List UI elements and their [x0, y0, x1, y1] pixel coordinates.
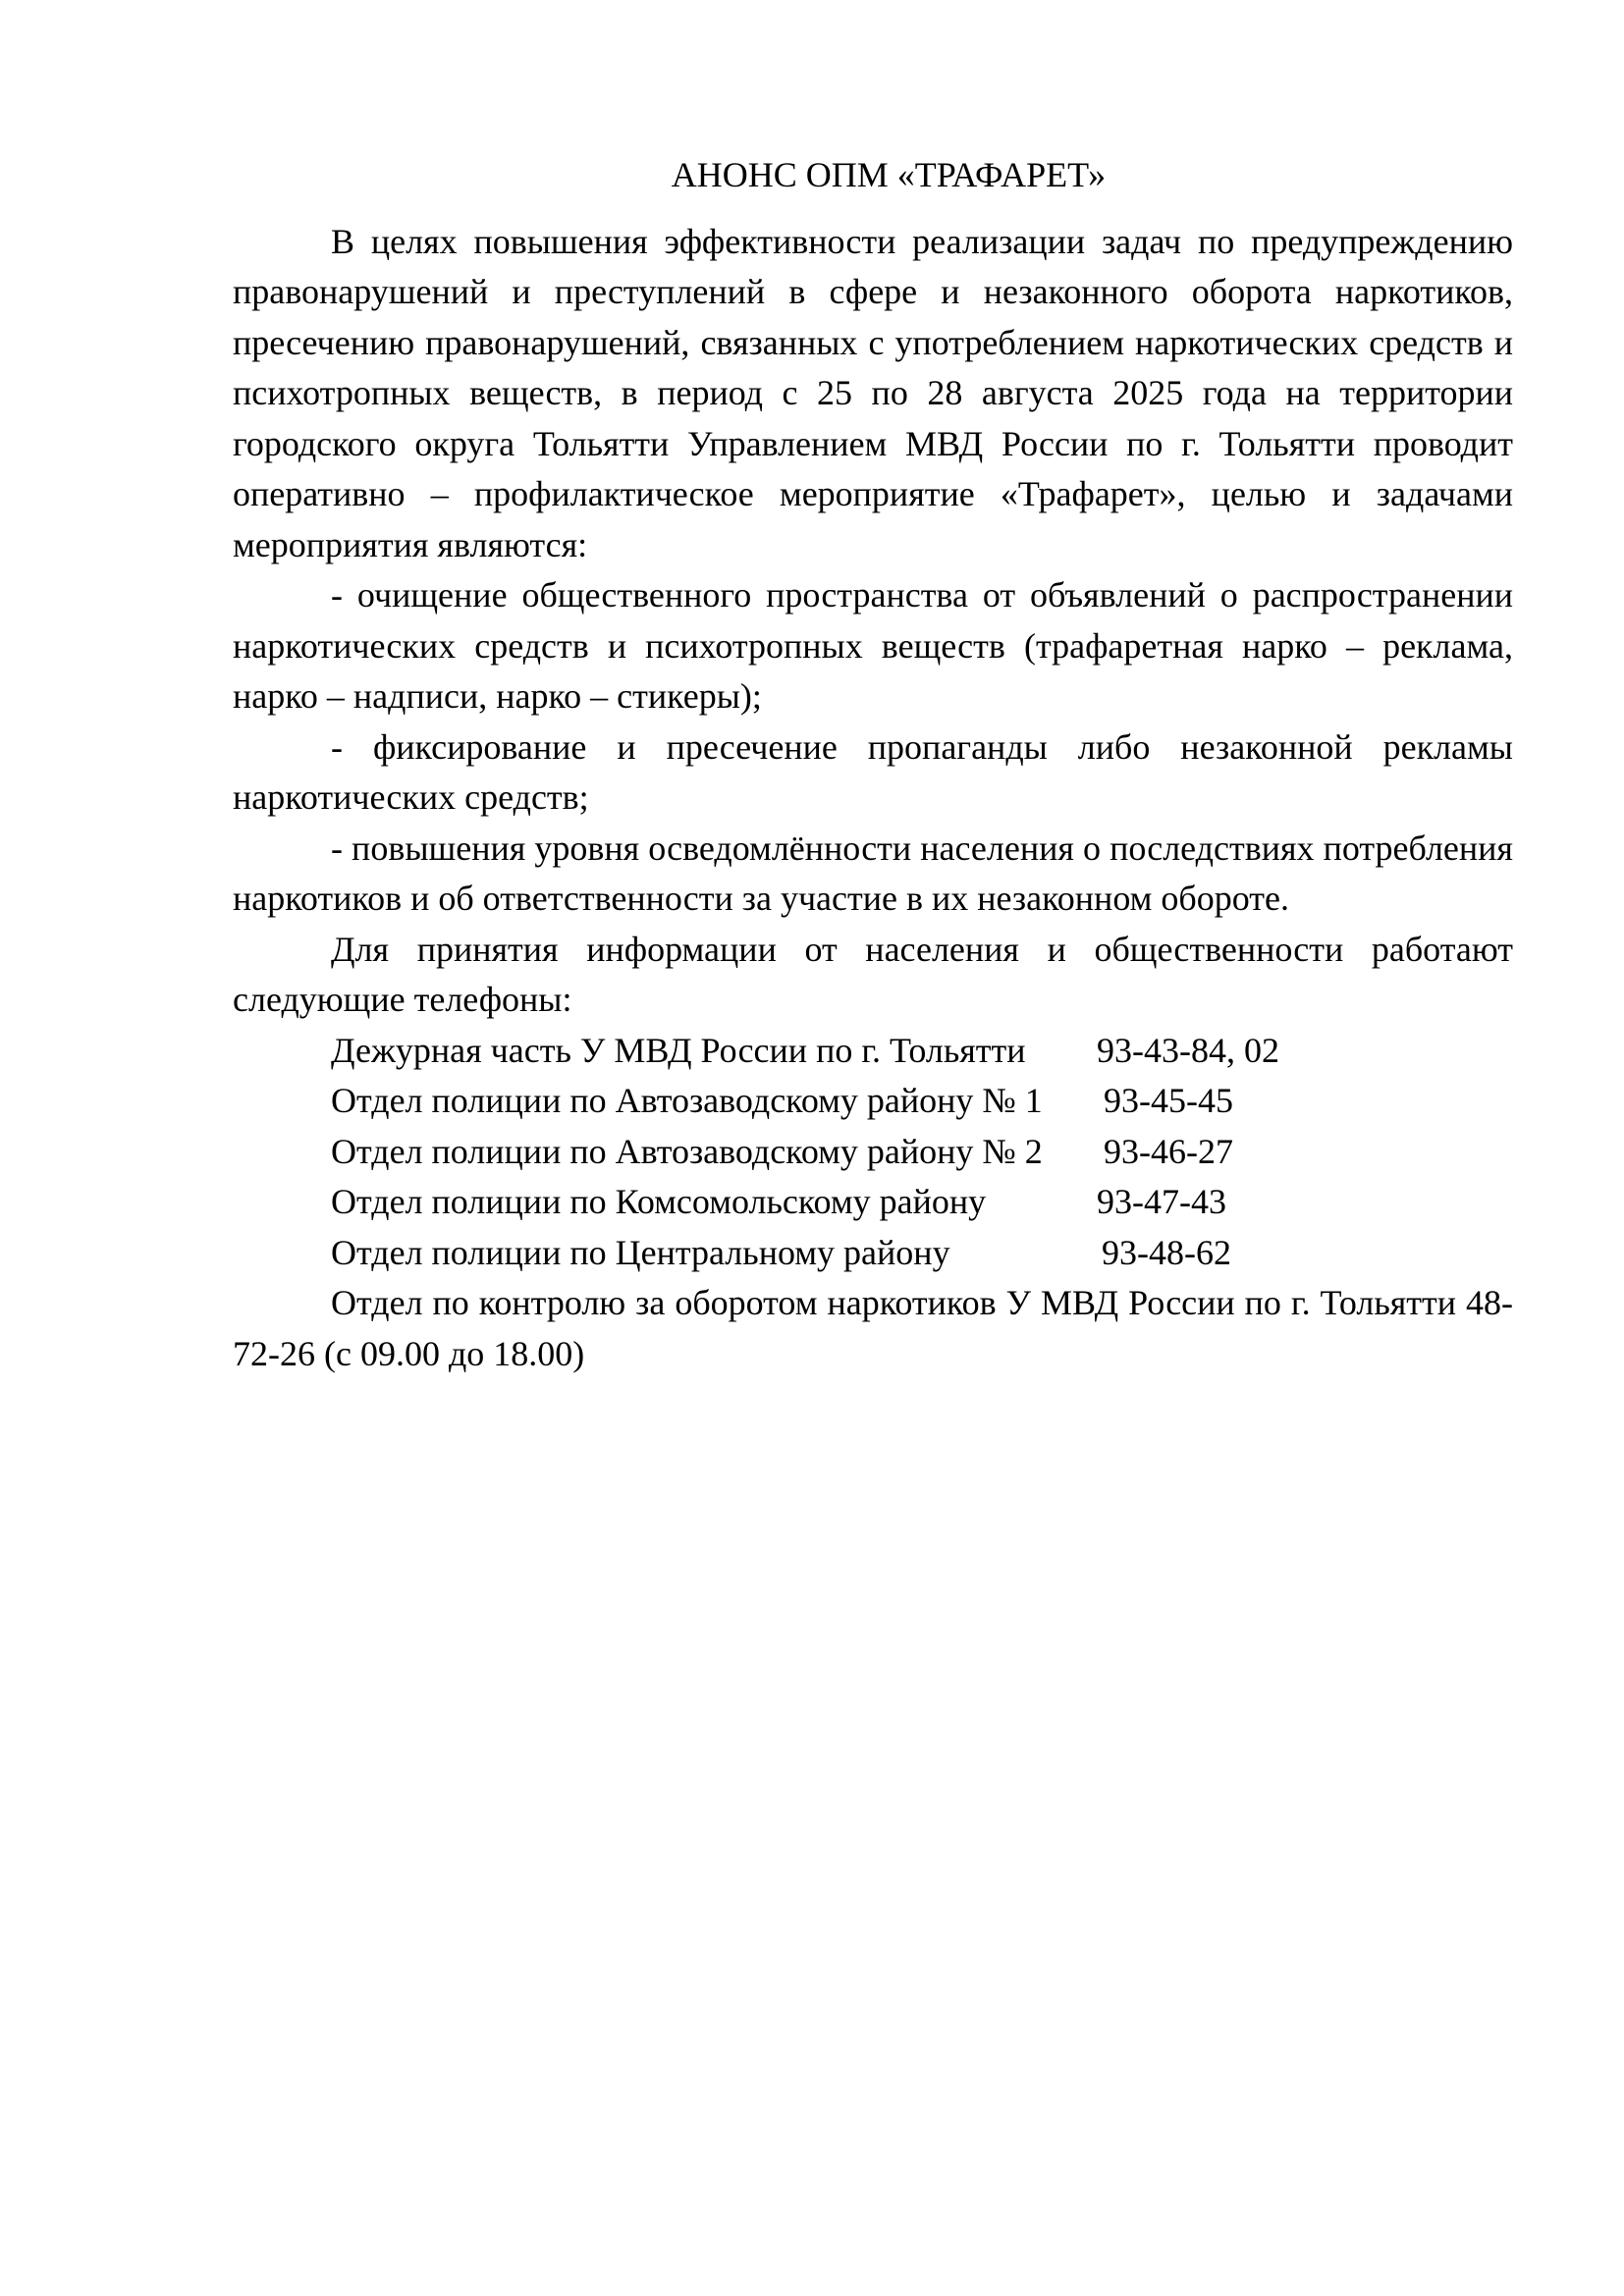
- phone-row-central: [233, 1228, 1513, 1279]
- document-content: [233, 150, 1513, 1379]
- phone-row-name: Отдел полиции по Центральному району: [331, 1232, 950, 1272]
- phone-row-name: Отдел полиции по Комсомольскому району: [331, 1182, 987, 1221]
- phone-row-duty: [233, 1026, 1513, 1077]
- task-paragraph-3: - повышения уровня осведомлённости населения о последствиях потребления наркотиков и об ответственности за участие в их незаконном обороте.: [233, 828, 1513, 918]
- narcotics-dept-paragraph: Отдел по контролю за оборотом наркотиков У МВД России по г. Тольятти 48-72-26 (с 09.00 до 18.00): [233, 1283, 1513, 1373]
- intro-paragraph: В целях повышения эффективности реализации задач по предупреждению правонарушений и преступлений в сфере и незаконного оборота наркотиков, пресечению правонарушений, связанных с употреблением наркотических средств и психотропных веществ, в период с 25 по 28 августа 2025 года на территории городского округа Тольятти Управлением МВД России по г. Тольятти проводит оперативно – профилактическое мероприятие «Трафарет», целью и задачами мероприятия являются:: [233, 221, 1513, 564]
- document-title: АНОНС ОПМ «ТРАФАРЕТ»: [671, 155, 1107, 194]
- phone-row-name: Отдел полиции по Автозаводскому району № 2: [331, 1131, 1043, 1171]
- phone-row-number: 93-46-27: [1104, 1131, 1233, 1171]
- phone-row-avtozavod-1: [233, 1076, 1513, 1127]
- phone-row-komsomolsky: [233, 1177, 1513, 1228]
- phone-row-avtozavod-2: [233, 1127, 1513, 1178]
- phone-list: [233, 1026, 1513, 1279]
- phone-row-name: Отдел полиции по Автозаводскому району № 1: [331, 1081, 1043, 1120]
- task-paragraph-2: - фиксирование и пресечение пропаганды либо незаконной рекламы наркотических средств;: [233, 726, 1513, 817]
- phone-row-number: 93-48-62: [1102, 1232, 1231, 1272]
- phones-intro-paragraph: Для принятия информации от населения и общественности работают следующие телефоны:: [233, 929, 1513, 1019]
- task-paragraph-1: - очищение общественного пространства от объявлений о распространении наркотических средств и психотропных веществ (трафаретная нарко – реклама, нарко – надписи, нарко – стикеры);: [233, 575, 1513, 716]
- phone-row-name: Дежурная часть У МВД России по г. Тольятти: [331, 1030, 1026, 1070]
- phone-row-number: 93-43-84, 02: [1097, 1030, 1279, 1070]
- phone-row-number: 93-45-45: [1104, 1081, 1233, 1120]
- phone-row-number: 93-47-43: [1097, 1182, 1226, 1221]
